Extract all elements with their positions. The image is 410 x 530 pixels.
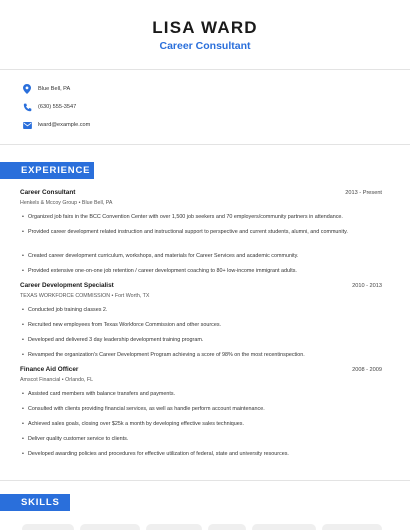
email-icon [22, 120, 32, 130]
job-bullet: • Conducted job training classes 2. [22, 306, 352, 315]
contact-divider [0, 144, 410, 145]
contact-phone [22, 101, 76, 113]
contact-phone-text: (630) 555-3547 [38, 104, 77, 110]
contact-email-text: lward@example.com [38, 122, 91, 128]
skill-chip [146, 524, 202, 530]
section-experience-heading: EXPERIENCE [0, 162, 94, 179]
skill-chip [252, 524, 316, 530]
job-title: Career Development Specialist [20, 282, 114, 289]
job-bullet: • Organized job fairs in the BCC Convention Center with over 1,500 job seekers and 70 employers/community partners in attendance. [22, 213, 352, 222]
job-title: Career Consultant [20, 189, 76, 196]
job-dates: 2010 - 2013 [352, 283, 382, 289]
job-company: TEXAS WORKFORCE COMMISSION • Fort Worth, TX [20, 293, 150, 299]
job-dates: 2013 - Present [345, 190, 382, 196]
contact-email [22, 119, 90, 131]
job-bullet: • Recruited new employees from Texas Workforce Commission and other sources. [22, 321, 352, 330]
experience-divider [0, 480, 410, 481]
job-bullet: • Deliver quality customer service to clients. [22, 435, 352, 444]
skill-chip [22, 524, 74, 530]
contact-location [22, 83, 70, 95]
candidate-title: Career Consultant [159, 40, 251, 52]
job-bullet: • Assisted card members with balance transfers and payments. [22, 390, 352, 399]
job-title: Finance Aid Officer [20, 366, 79, 373]
job-bullet: • Created career development curriculum, workshops, and materials for Career Services and academic community. [22, 252, 352, 261]
contact-location-text: Blue Bell, PA [38, 86, 71, 92]
job-bullet: • Achieved sales goals, closing over $25k a month by developing effective sales techniques. [22, 420, 352, 429]
skill-chip [208, 524, 246, 530]
job-bullet: • Provided career development related instruction and instructional support to perspective and current students, alumni, and community. [22, 228, 352, 237]
job-company: Henkels & Mccoy Group • Blue Bell, PA [20, 200, 113, 206]
job-bullet: • Consulted with clients providing financial services, as well as handle perform account maintenance. [22, 405, 352, 414]
job-bullet: • Revamped the organization's Career Development Program achieving a score of 98% on the most recentinspection. [22, 351, 352, 360]
job-bullet: • Provided extensive one-on-one job retention / career development coaching to 80+ low-income immigrant adults. [22, 267, 352, 276]
section-skills-heading: SKILLS [0, 494, 70, 511]
skill-chip [80, 524, 140, 530]
job-dates: 2008 - 2009 [352, 367, 382, 373]
job-bullet: • Developed awarding policies and procedures for effective utilization of federal, state and university resources. [22, 450, 352, 459]
job-bullet: • Developed and delivered 3 day leadership development training program. [22, 336, 352, 345]
location-pin-icon [22, 84, 32, 94]
job-company: Amscot Financial • Orlando, FL [20, 377, 94, 383]
header-divider [0, 69, 410, 70]
skill-chip [322, 524, 382, 530]
phone-icon [22, 102, 32, 112]
candidate-name: LISA WARD [152, 18, 258, 37]
